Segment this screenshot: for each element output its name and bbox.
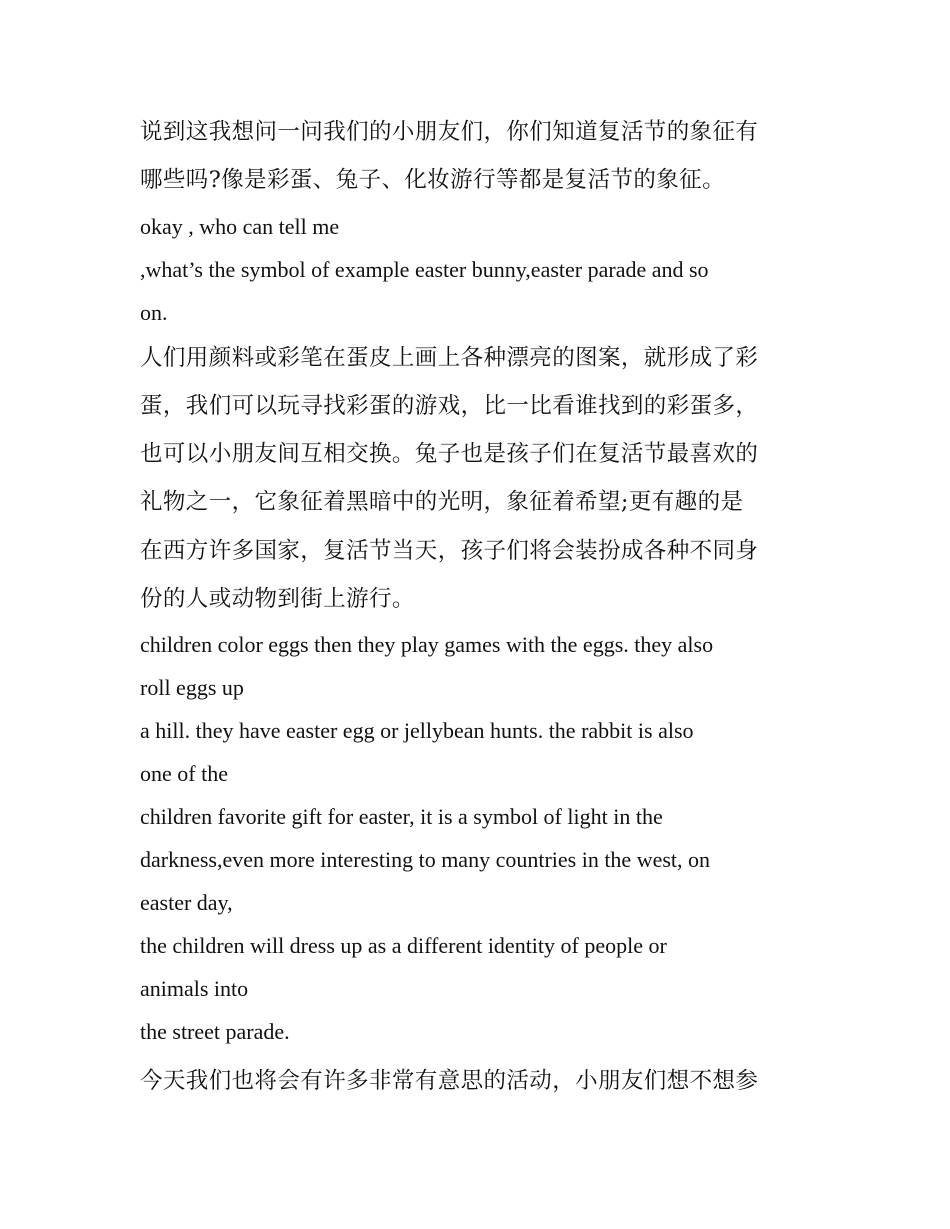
paragraph-line: children color eggs then they play games with the eggs. they also xyxy=(140,632,714,658)
paragraph-line: animals into xyxy=(140,976,249,1002)
paragraph-line: 说到这我想问一问我们的小朋友们，你们知道复活节的象征有 xyxy=(140,119,759,145)
paragraph-line: easter day, xyxy=(140,890,233,916)
paragraph-line: 份的人或动物到街上游行。 xyxy=(140,586,415,613)
paragraph-line: 蛋，我们可以玩寻找彩蛋的游戏，比一比看谁找到的彩蛋多， xyxy=(140,392,759,419)
paragraph-line: 哪些吗?像是彩蛋、兔子、化妆游行等都是复活节的象征。 xyxy=(140,167,725,194)
paragraph-line: on. xyxy=(140,299,168,325)
paragraph-line: 今天我们也将会有许多非常有意思的活动，小朋友们想不想参 xyxy=(140,1068,759,1095)
paragraph-line: ,what’s the symbol of example easter bunny,easter parade and so xyxy=(140,256,709,282)
paragraph-line: roll eggs up xyxy=(140,675,244,701)
paragraph-line: the children will dress up as a different identity of people or xyxy=(140,933,667,959)
paragraph-line: children favorite gift for easter, it is a symbol of light in the xyxy=(140,804,663,830)
paragraph-line: darkness,even more interesting to many countries in the west, on xyxy=(140,847,711,873)
paragraph-line: 礼物之一，它象征着黑暗中的光明，象征着希望;更有趣的是 xyxy=(140,489,744,516)
document-body xyxy=(140,108,820,1106)
paragraph-line: 在西方许多国家，复活节当天，孩子们将会装扮成各种不同身 xyxy=(140,537,759,564)
paragraph-line: the street parade. xyxy=(140,1019,290,1045)
paragraph-line: okay , who can tell me xyxy=(140,213,340,239)
paragraph-line: a hill. they have easter egg or jellybean hunts. the rabbit is also xyxy=(140,718,694,744)
paragraph-line: one of the xyxy=(140,761,228,787)
paragraph-line: 人们用颜料或彩笔在蛋皮上画上各种漂亮的图案，就形成了彩 xyxy=(140,344,759,371)
paragraph-line: 也可以小朋友间互相交换。兔子也是孩子们在复活节最喜欢的 xyxy=(140,441,759,468)
